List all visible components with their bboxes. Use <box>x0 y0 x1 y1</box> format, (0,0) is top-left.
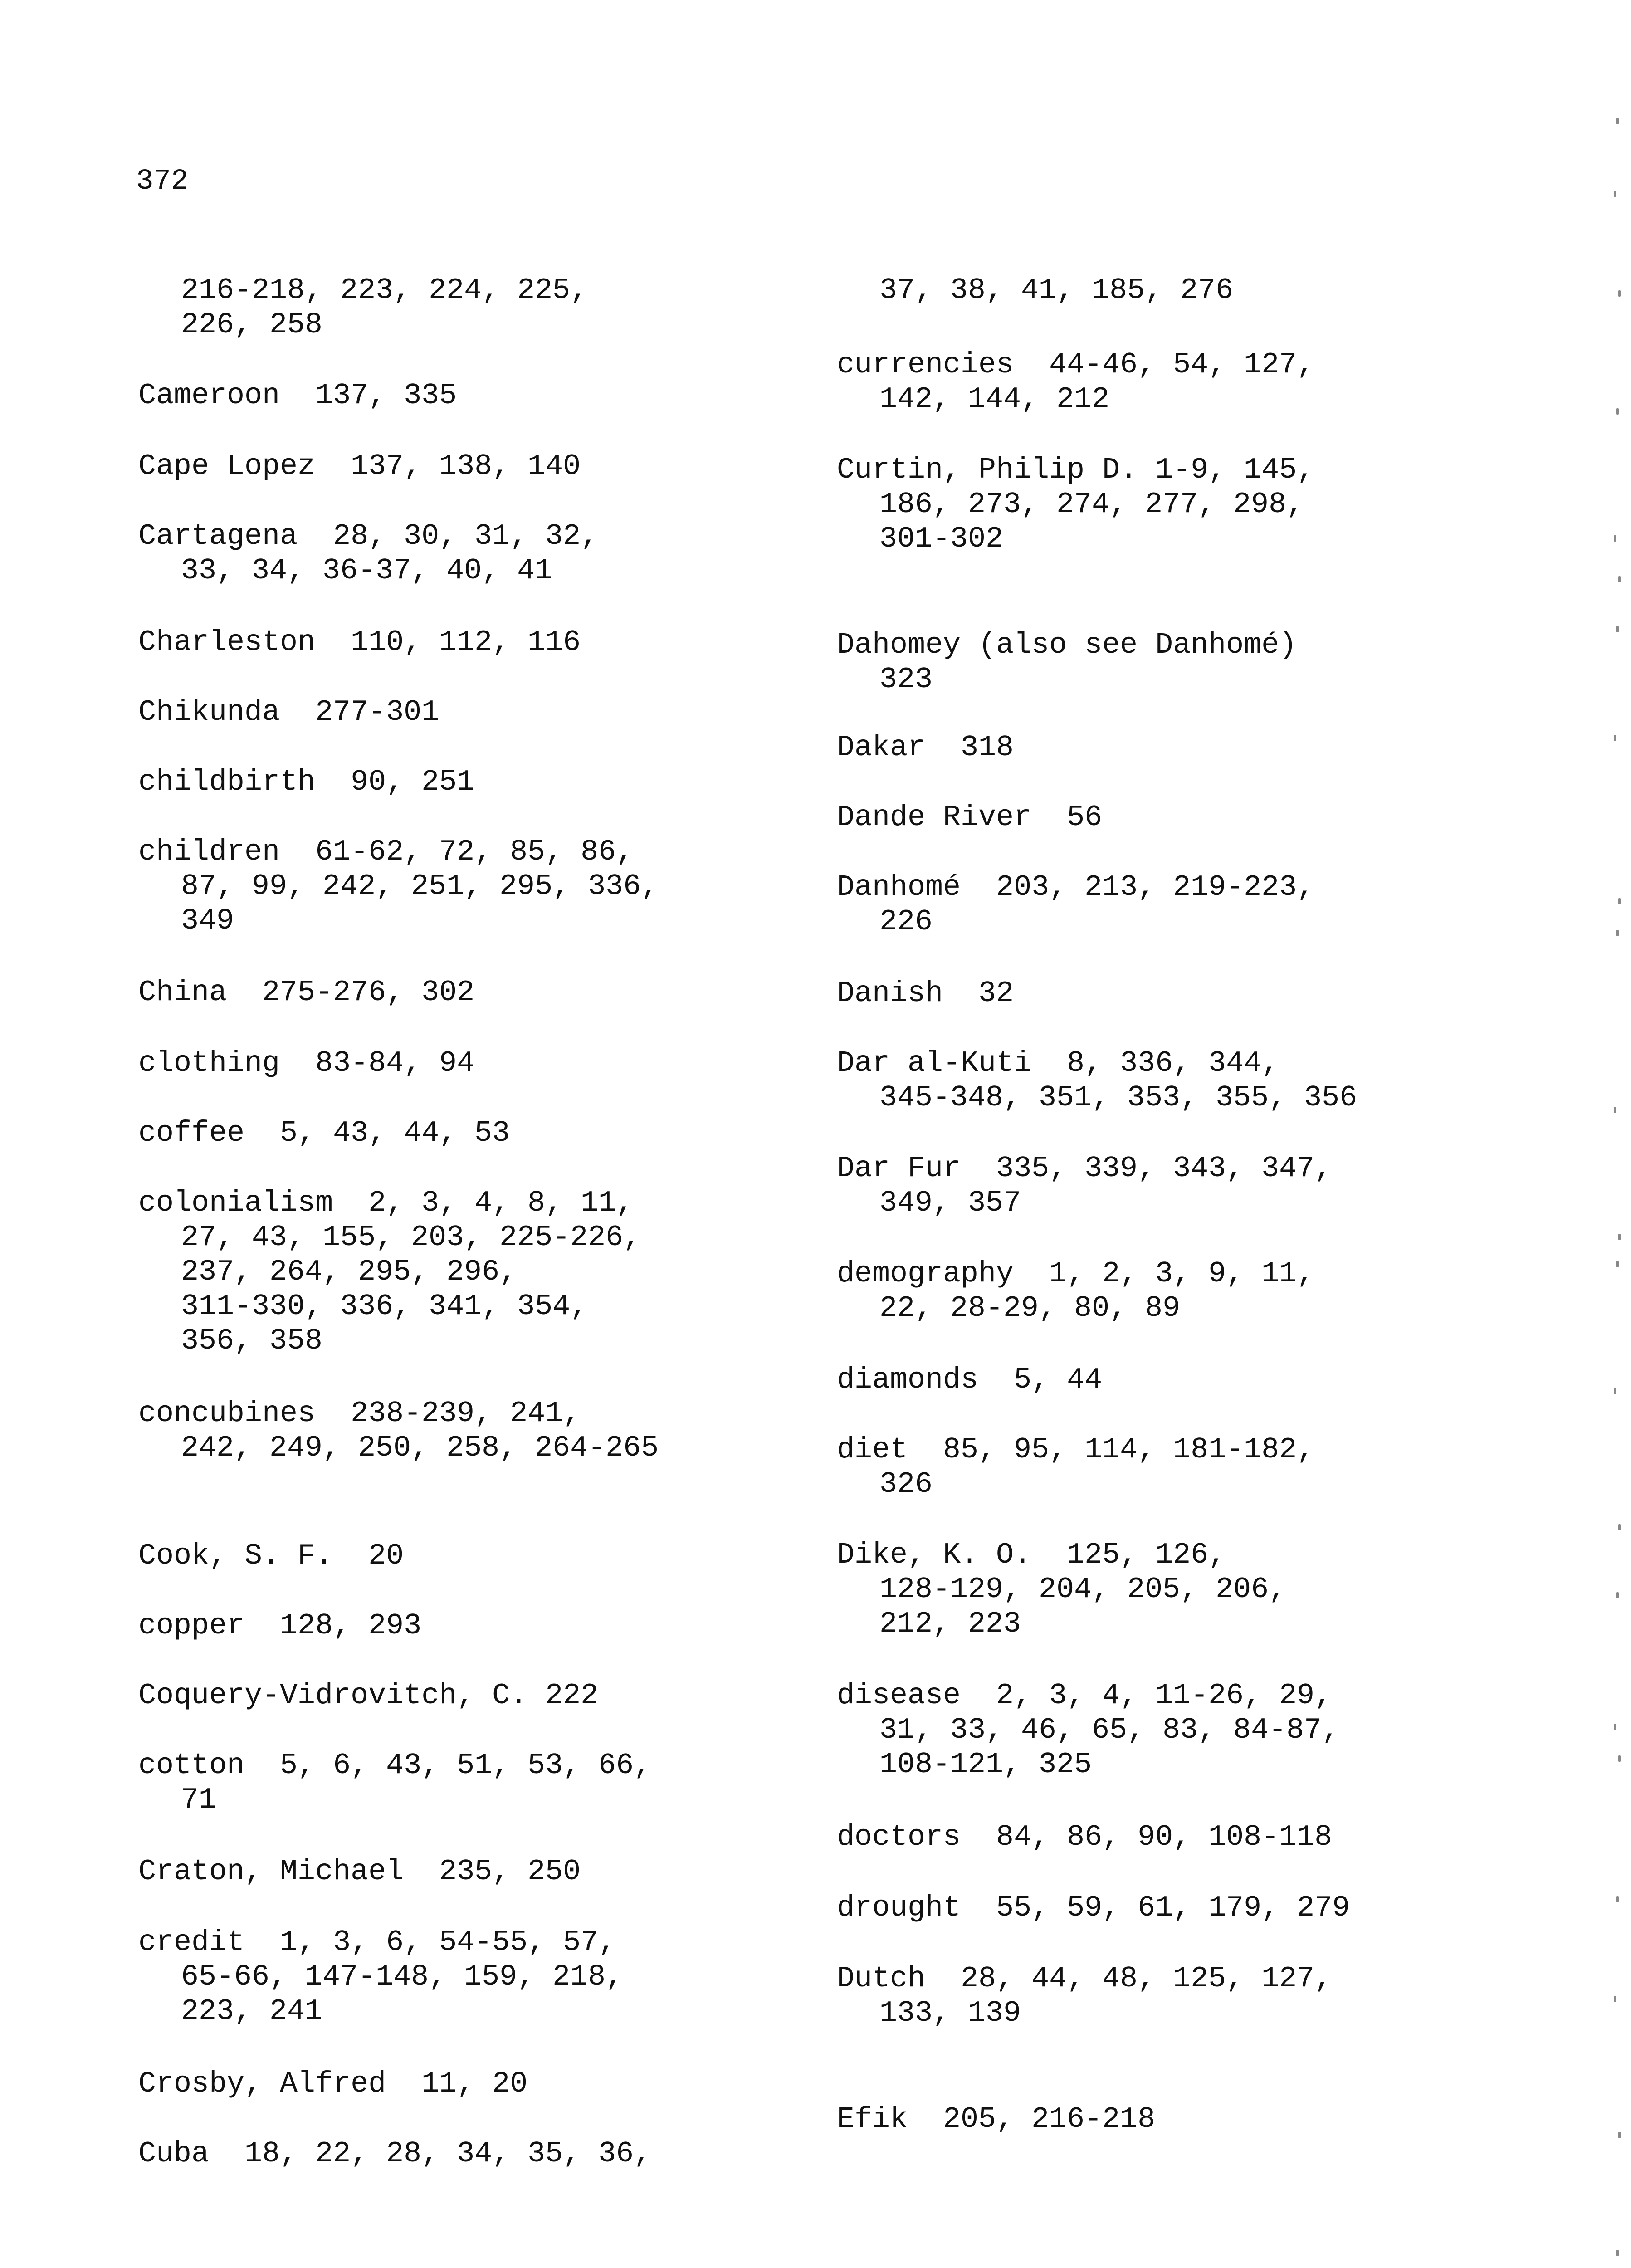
index-entry-continuation: 212, 223 <box>879 1607 1021 1641</box>
index-entry-continuation: 237, 264, 295, 296, <box>181 1255 518 1289</box>
index-entry-heading: Craton, Michael 235, 250 <box>138 1855 581 1888</box>
index-entry-continuation: 37, 38, 41, 185, 276 <box>879 274 1234 307</box>
index-entry-heading: Dar Fur 335, 339, 343, 347, <box>837 1152 1333 1185</box>
index-entry-heading: Cook, S. F. 20 <box>138 1539 404 1573</box>
scan-speck <box>1618 1524 1621 1530</box>
scan-speck <box>1616 1592 1619 1598</box>
index-entry-continuation: 133, 139 <box>879 1996 1021 2030</box>
index-entry <box>837 628 1297 697</box>
index-entry-heading: copper 128, 293 <box>138 1609 422 1642</box>
index-entry-heading: Curtin, Philip D. 1-9, 145, <box>837 453 1315 487</box>
index-entry-heading: Danish 32 <box>837 977 1014 1010</box>
scan-speck <box>1614 735 1616 741</box>
index-entry-heading: drought 55, 59, 61, 179, 279 <box>837 1891 1350 1925</box>
index-entry-heading: cotton 5, 6, 43, 51, 53, 66, <box>138 1749 652 1782</box>
index-entry-heading: diet 85, 95, 114, 181-182, <box>837 1433 1315 1466</box>
index-entry-continuation: 242, 249, 250, 258, 264-265 <box>181 1431 659 1465</box>
index-entry-heading: Cuba 18, 22, 28, 34, 35, 36, <box>138 2137 652 2170</box>
index-entry <box>837 1678 1339 1782</box>
scan-speck <box>1614 1388 1616 1394</box>
scan-speck <box>1614 191 1616 197</box>
index-entry-continuation: 128-129, 204, 205, 206, <box>879 1573 1287 1606</box>
index-entry-continuation: 349 <box>181 904 234 938</box>
index-entry-heading: Cartagena 28, 30, 31, 32, <box>138 519 599 553</box>
scan-speck <box>1616 626 1619 632</box>
index-entry-continuation: 31, 33, 46, 65, 83, 84-87, <box>879 1713 1340 1747</box>
index-entry-heading: children 61-62, 72, 85, 86, <box>138 835 634 869</box>
scan-speck <box>1614 1724 1616 1730</box>
index-entry <box>837 976 1014 1011</box>
index-entry <box>837 1363 1102 1397</box>
scan-speck <box>1618 898 1621 904</box>
index-entry <box>837 1961 1332 2030</box>
index-entry-heading: Dutch 28, 44, 48, 125, 127, <box>837 1962 1333 1995</box>
index-entry-heading: Cape Lopez 137, 138, 140 <box>138 450 581 483</box>
scan-speck <box>1618 290 1621 297</box>
index-entry <box>837 1891 1350 1925</box>
scan-speck <box>1616 1896 1619 1902</box>
scan-speck <box>1618 576 1621 582</box>
index-entry-continuation: 226 <box>879 905 933 938</box>
scan-speck <box>1616 1261 1619 1267</box>
index-entry <box>837 730 1014 765</box>
index-entry-heading: Dakar 318 <box>837 731 1014 764</box>
index-entry-heading: Cameroon 137, 335 <box>138 379 457 412</box>
index-entry-heading: doctors 84, 86, 90, 108-118 <box>837 1820 1333 1854</box>
scan-speck <box>1616 408 1619 415</box>
index-entry-continuation: 108-121, 325 <box>879 1748 1092 1781</box>
index-entry <box>837 2102 1155 2136</box>
index-entry-heading: Coquery-Vidrovitch, C. 222 <box>138 1679 599 1712</box>
scan-margin-marks <box>1604 0 1631 2268</box>
index-entry-heading: concubines 238-239, 241, <box>138 1397 581 1430</box>
index-entry-continuation: 326 <box>879 1467 933 1501</box>
index-entry-continuation: 345-348, 351, 353, 355, 356 <box>879 1081 1358 1114</box>
index-entry-heading: Dande River 56 <box>837 801 1103 834</box>
page-number: 372 <box>136 165 189 198</box>
index-entry-continuation: 226, 258 <box>181 308 323 342</box>
index-entry-heading: credit 1, 3, 6, 54-55, 57, <box>138 1926 616 1959</box>
index-entry <box>837 453 1314 556</box>
index-entry-heading: Dahomey (also see Danhomé) <box>837 628 1297 662</box>
index-entry-heading: Chikunda 277-301 <box>138 695 439 729</box>
index-entry-continuation: 323 <box>879 663 933 696</box>
index-entry-continuation: 349, 357 <box>879 1186 1021 1220</box>
index-entry-heading: Dar al-Kuti 8, 336, 344, <box>837 1046 1279 1080</box>
index-entry-continuation: 65-66, 147-148, 159, 218, <box>181 1960 624 1994</box>
index-entry <box>837 1820 1332 1854</box>
index-entry-continuation: 87, 99, 242, 251, 295, 336, <box>181 870 659 903</box>
index-entry-continuation: 356, 358 <box>181 1324 323 1358</box>
index-entry-continuation: 142, 144, 212 <box>879 382 1110 416</box>
scan-speck <box>1614 1996 1616 2002</box>
index-entry <box>837 870 1314 939</box>
index-entry-heading: Danhomé 203, 213, 219-223, <box>837 870 1315 904</box>
index-entry-continuation: 27, 43, 155, 203, 225-226, <box>181 1221 641 1254</box>
index-entry-continuation: 301-302 <box>879 522 1004 556</box>
index-entry-continuation: 71 <box>181 1783 217 1817</box>
index-entry-heading: Charleston 110, 112, 116 <box>138 626 581 659</box>
index-entry-continuation: 33, 34, 36-37, 40, 41 <box>181 554 553 587</box>
index-entry <box>837 1538 1286 1641</box>
index-entry-heading: clothing 83-84, 94 <box>138 1046 475 1080</box>
index-entry-heading: Dike, K. O. 125, 126, <box>837 1538 1226 1572</box>
scan-speck <box>1618 1755 1621 1762</box>
scan-speck <box>1618 1234 1621 1240</box>
index-entry-continuation: 216-218, 223, 224, 225, <box>181 274 588 307</box>
scan-speck <box>1614 1107 1616 1113</box>
index-entry <box>837 273 1233 308</box>
index-entry-heading: China 275-276, 302 <box>138 976 475 1009</box>
index-entry-heading: demography 1, 2, 3, 9, 11, <box>837 1257 1315 1290</box>
index-entry-heading: coffee 5, 43, 44, 53 <box>138 1116 510 1150</box>
index-entry-continuation: 22, 28-29, 80, 89 <box>879 1291 1181 1325</box>
index-entry-heading: Efik 205, 216-218 <box>837 2102 1156 2136</box>
index-entry-heading: currencies 44-46, 54, 127, <box>837 348 1315 381</box>
index-entry-continuation: 186, 273, 274, 277, 298, <box>879 488 1304 521</box>
index-entry-heading: colonialism 2, 3, 4, 8, 11, <box>138 1186 634 1220</box>
index-entry <box>837 1151 1332 1220</box>
index-entry <box>837 347 1314 416</box>
scan-speck <box>1618 2132 1621 2138</box>
index-entry <box>837 1432 1314 1501</box>
index-entry <box>837 1256 1314 1325</box>
index-entry-heading: Crosby, Alfred 11, 20 <box>138 2067 528 2101</box>
scan-speck <box>1616 930 1619 936</box>
index-entry-heading: disease 2, 3, 4, 11-26, 29, <box>837 1679 1333 1712</box>
index-entry-heading: diamonds 5, 44 <box>837 1363 1103 1397</box>
index-entry <box>837 800 1102 835</box>
index-entry-heading: childbirth 90, 251 <box>138 765 475 799</box>
scan-speck <box>1614 535 1616 542</box>
scan-speck <box>1616 118 1619 124</box>
index-entry-continuation: 311-330, 336, 341, 354, <box>181 1290 588 1323</box>
index-entry <box>837 1046 1357 1115</box>
scan-speck <box>1616 2250 1619 2256</box>
index-entry-continuation: 223, 241 <box>181 1994 323 2028</box>
